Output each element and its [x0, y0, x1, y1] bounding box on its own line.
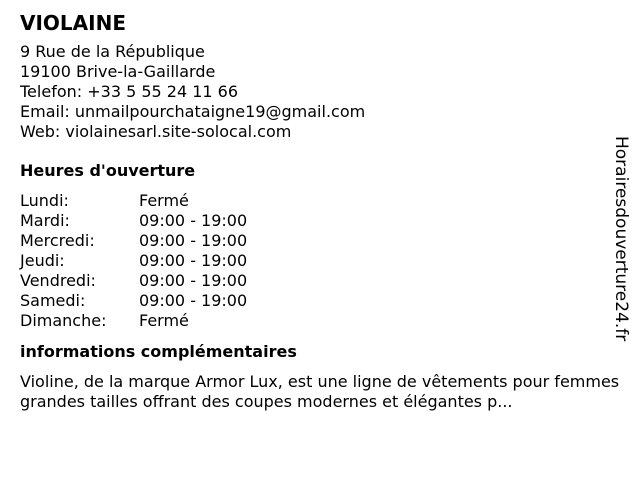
- day-label: Jeudi:: [20, 251, 65, 270]
- hours-row-jeudi: [20, 251, 620, 271]
- hours-row-samedi: [20, 291, 620, 311]
- day-label: Mardi:: [20, 211, 70, 230]
- day-hours: 09:00 - 19:00: [139, 251, 248, 270]
- day-hours: Fermé: [139, 311, 189, 330]
- hours-title: Heures d'ouverture: [20, 161, 196, 180]
- info-title: informations complémentaires: [20, 342, 297, 361]
- day-hours: Fermé: [139, 191, 189, 210]
- day-label: Lundi:: [20, 191, 69, 210]
- address-line-1: 9 Rue de la République: [20, 42, 205, 61]
- day-hours: 09:00 - 19:00: [139, 231, 248, 250]
- business-name: VIOLAINE: [20, 11, 126, 35]
- web-line: Web: violainesarl.site-solocal.com: [20, 122, 292, 141]
- site-brand-vertical: Horairesdouverture24.fr: [611, 136, 631, 342]
- day-hours: 09:00 - 19:00: [139, 291, 248, 310]
- day-label: Dimanche:: [20, 311, 107, 330]
- info-description: Violine, de la marque Armor Lux, est une ligne de vêtements pour femmes grandes tailles offrant des coupes modernes et élégantes p...: [20, 372, 620, 411]
- day-hours: 09:00 - 19:00: [139, 271, 248, 290]
- day-label: Samedi:: [20, 291, 86, 310]
- day-label: Mercredi:: [20, 231, 95, 250]
- day-label: Vendredi:: [20, 271, 96, 290]
- hours-row-lundi: [20, 191, 620, 211]
- phone-line: Telefon: +33 5 55 24 11 66: [20, 82, 239, 101]
- hours-row-mercredi: [20, 231, 620, 251]
- hours-table: [20, 191, 620, 331]
- business-card: [20, 10, 620, 412]
- hours-row-mardi: [20, 211, 620, 231]
- email-line: Email: unmailpourchataigne19@gmail.com: [20, 102, 366, 121]
- hours-row-vendredi: [20, 271, 620, 291]
- address-line-2: 19100 Brive-la-Gaillarde: [20, 62, 216, 81]
- day-hours: 09:00 - 19:00: [139, 211, 248, 230]
- hours-row-dimanche: [20, 311, 620, 331]
